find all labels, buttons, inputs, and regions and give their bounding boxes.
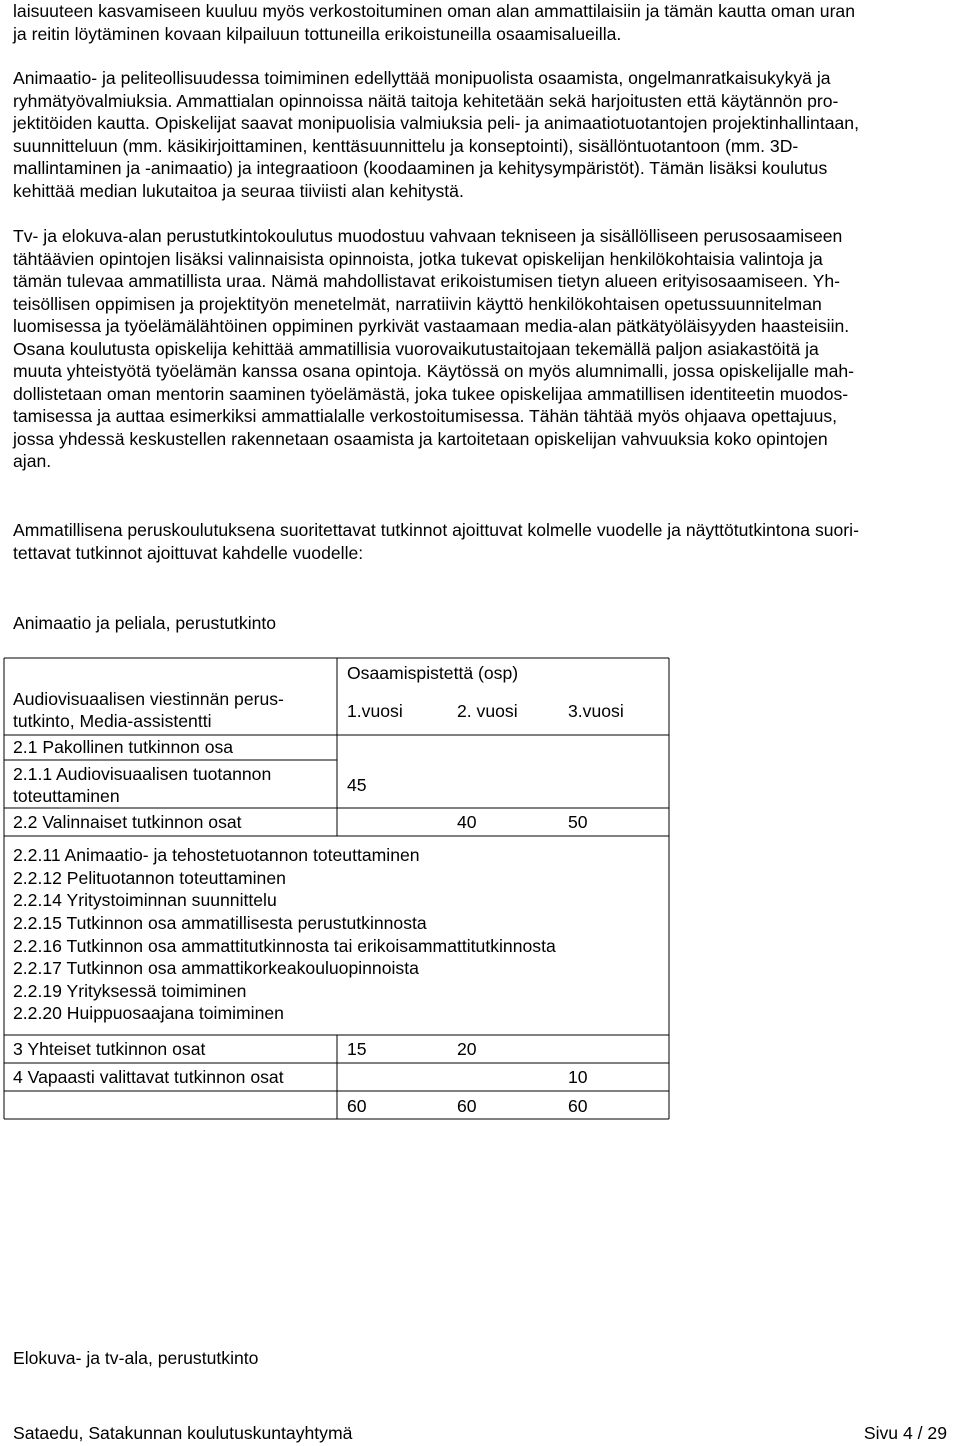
optional-item: 2.2.15 Tutkinnon osa ammatillisesta perustutkinnosta bbox=[13, 913, 427, 933]
optional-item: 2.2.14 Yritystoiminnan suunnittelu bbox=[13, 890, 277, 910]
total-year2: 60 bbox=[457, 1096, 477, 1116]
year-header-2: 2. vuosi bbox=[457, 701, 518, 721]
optional-year2-credits: 40 bbox=[457, 812, 477, 832]
optional-item: 2.2.20 Huippuosaajana toimiminen bbox=[13, 1003, 284, 1023]
footer-page-number: Sivu 4 / 29 bbox=[863, 1423, 947, 1443]
text-line: ja reitin löytäminen kovaan kilpailuun tottuneilla erikoistuneilla osaamisalueilla. bbox=[13, 23, 622, 44]
intro-paragraph bbox=[13, 0, 949, 45]
text-line: suunnitteluun (mm. käsikirjoittaminen, kenttäsuunnittelu ja konseptointi), sisällöntuotantoon (mm. 3D- bbox=[13, 135, 799, 156]
text-line: tettavat tutkinnot ajoittuvat kahdelle vuodelle: bbox=[13, 542, 364, 563]
year-header-3: 3.vuosi bbox=[568, 701, 624, 721]
optional-item: 2.2.16 Tutkinnon osa ammattitutkinnosta tai erikoisammattitutkinnosta bbox=[13, 936, 556, 956]
text-line: Ammatillisena peruskoulutuksena suoritettavat tutkinnot ajoittuvat kolmelle vuodelle ja näyttötutkintona suori- bbox=[13, 520, 859, 540]
total-year3: 60 bbox=[568, 1096, 588, 1116]
optional-parts-label: 2.2 Valinnaiset tutkinnon osat bbox=[13, 812, 242, 832]
text-line: laisuuteen kasvamiseen kuuluu myös verkostoituminen oman alan ammattilaisiin ja tämän kautta oman uran bbox=[13, 1, 856, 21]
common-year2-credits: 20 bbox=[457, 1039, 477, 1059]
optional-item: 2.2.12 Pelituotannon toteuttaminen bbox=[13, 868, 286, 888]
mandatory-subpart-line1: 2.1.1 Audiovisuaalisen tuotannon bbox=[13, 764, 272, 784]
text-line: tämän tulevaa ammatillista uraa. Nämä mahdollistavat erikoistumisen tietyn alueen erityisosaamiseen. Yh- bbox=[13, 271, 840, 291]
optional-item: 2.2.11 Animaatio- ja tehostetuotannon toteuttaminen bbox=[13, 845, 420, 865]
film-tv-degree-heading: Elokuva- ja tv-ala, perustutkinto bbox=[13, 1348, 259, 1368]
degree-name-line2: tutkinto, Media-assistentti bbox=[13, 711, 212, 731]
text-line: muuta yhteistyötä työelämän kanssa osana opintoja. Käytössä on myös alumnimalli, jossa opiskelijalle mah- bbox=[13, 361, 855, 381]
text-line: jossa yhdessä keskustellen rakennetaan osaamista ja kartoitetaan opiskelijan vahvuuksia koko opintojen bbox=[13, 428, 828, 449]
optional-item: 2.2.17 Tutkinnon osa ammattikorkeakouluopinnoista bbox=[13, 958, 419, 978]
free-choice-label: 4 Vapaasti valittavat tutkinnon osat bbox=[13, 1067, 284, 1087]
text-line: dollistetaan oman mentorin saaminen työelämästä, joka tukee opiskelijaa ammatillisen identiteetin muodos- bbox=[13, 383, 849, 404]
mandatory-subpart-line2: toteuttaminen bbox=[13, 786, 120, 806]
degree-name-line1: Audiovisuaalisen viestinnän perus- bbox=[13, 689, 284, 709]
optional-item: 2.2.19 Yrityksessä toimiminen bbox=[13, 981, 247, 1001]
text-line: luomisessa ja työelämälähtöinen oppiminen pyrkivät vastaamaan media-alan pätkätyöläisyyden haasteisiin. bbox=[13, 316, 850, 336]
film-tv-education-paragraph bbox=[13, 225, 949, 473]
text-line: tamisessa ja auttaa esimerkiksi ammattialalle verkostoitumisessa. Tähän tähtää myös ohjaava opettajuus, bbox=[13, 406, 838, 426]
text-line: Osana koulutusta opiskelija kehittää ammatillisia vuorovaikutustaitojaan tekemällä paljon asiakastöitä ja bbox=[13, 338, 819, 359]
mandatory-year1-credits: 45 bbox=[347, 775, 367, 795]
text-line: ryhmätyövalmiuksia. Ammattialan opinnoissa näitä taitoja kehitetään sekä harjoitusten että käytännön pro- bbox=[13, 90, 839, 111]
animation-industry-paragraph bbox=[13, 67, 949, 202]
text-line: kehittää median lukutaitoa ja seuraa tiiviisti alan kehitystä. bbox=[13, 180, 464, 201]
optional-year3-credits: 50 bbox=[568, 812, 588, 832]
total-year1: 60 bbox=[347, 1096, 367, 1116]
text-line: tähtäävien opintojen lisäksi valinnaisista opinnoista, jotka tukevat opiskelijan henkilökohtaisia valintoja ja bbox=[13, 248, 823, 269]
common-parts-label: 3 Yhteiset tutkinnon osat bbox=[13, 1039, 206, 1059]
text-line: mallintaminen ja -animaatio) ja integraatioon (koodaaminen ja kehitysympäristöt). Tämän lisäksi koulutus bbox=[13, 158, 828, 178]
mandatory-part-label: 2.1 Pakollinen tutkinnon osa bbox=[13, 737, 234, 757]
footer-organization: Sataedu, Satakunnan koulutuskuntayhtymä bbox=[13, 1423, 353, 1443]
credits-header: Osaamispistettä (osp) bbox=[347, 663, 519, 683]
text-line: Animaatio- ja peliteollisuudessa toimiminen edellyttää monipuolista osaamista, ongelmanratkaisukykyä ja bbox=[13, 68, 831, 88]
text-line: Tv- ja elokuva-alan perustutkintokoulutus muodostuu vahvaan tekniseen ja sisällölliseen perusosaamiseen bbox=[13, 226, 843, 246]
text-line: jektitöiden kautta. Opiskelijat saavat monipuolisia valmiuksia peli- ja animaatiotuotantojen projektinhallintaan, bbox=[13, 113, 859, 133]
text-line: teisöllisen oppimisen ja projektityön menetelmät, narratiivin käyttö henkilökohtaisen opetussuunnitelman bbox=[13, 293, 822, 314]
free-choice-year3-credits: 10 bbox=[568, 1067, 588, 1087]
year-header-1: 1.vuosi bbox=[347, 701, 403, 721]
degree-duration-paragraph bbox=[13, 519, 949, 564]
common-year1-credits: 15 bbox=[347, 1039, 367, 1059]
text-line: ajan. bbox=[13, 451, 52, 471]
animation-degree-heading: Animaatio ja peliala, perustutkinto bbox=[13, 613, 277, 633]
